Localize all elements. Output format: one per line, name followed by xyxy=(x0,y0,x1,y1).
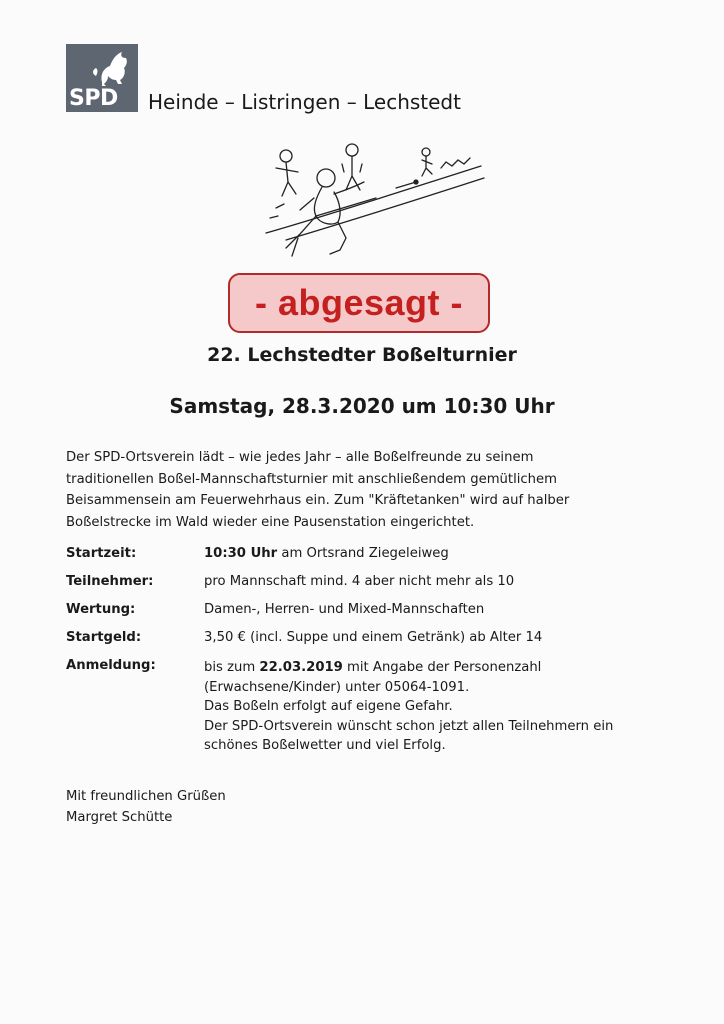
registration-line: schönes Boßelwetter und viel Erfolg. xyxy=(204,738,446,753)
detail-value xyxy=(204,546,449,561)
event-title: 22. Lechstedter Boßelturnier xyxy=(207,344,517,366)
start-time: 10:30 Uhr xyxy=(204,546,278,561)
detail-value: pro Mannschaft mind. 4 aber nicht mehr als 10 xyxy=(204,574,515,589)
closing-greeting: Mit freundlichen Grüßen xyxy=(66,789,226,804)
registration-line: Das Boßeln erfolgt auf eigene Gefahr. xyxy=(204,699,453,714)
detail-value: 3,50 € (incl. Suppe und einem Getränk) ab Alter 14 xyxy=(204,630,543,645)
cancellation-text: - abgesagt - xyxy=(254,282,464,323)
closing-signature-name: Margret Schütte xyxy=(66,810,173,825)
detail-label: Startzeit: xyxy=(66,546,137,561)
detail-label: Anmeldung: xyxy=(66,658,156,673)
header-places: Heinde – Listringen – Lechstedt xyxy=(148,90,461,114)
bosseln-illustration xyxy=(256,138,486,268)
spd-logo-text: SPD xyxy=(69,86,118,111)
registration-deadline: 22.03.2019 xyxy=(259,660,343,675)
intro-line: Boßelstrecke im Wald wieder eine Pausenstation eingerichtet. xyxy=(66,514,475,530)
registration-line: (Erwachsene/Kinder) unter 05064-1091. xyxy=(204,679,470,695)
detail-label: Startgeld: xyxy=(66,630,142,645)
registration-line: Der SPD-Ortsverein wünscht schon jetzt allen Teilnehmern ein xyxy=(204,718,614,734)
start-location: am Ortsrand Ziegeleiweg xyxy=(277,546,449,561)
cancellation-notice xyxy=(228,273,490,333)
detail-value xyxy=(204,658,613,756)
intro-paragraph xyxy=(66,447,656,533)
closing xyxy=(66,786,226,828)
detail-label: Wertung: xyxy=(66,602,136,617)
detail-label: Teilnehmer: xyxy=(66,574,154,589)
intro-line: traditionellen Boßel-Mannschaftsturnier mit anschließendem gemütlichem xyxy=(66,471,557,487)
detail-value: Damen-, Herren- und Mixed-Mannschaften xyxy=(204,602,485,617)
intro-line: Beisammensein am Feuerwehrhaus ein. Zum "Kräftetanken" wird auf halber xyxy=(66,493,570,508)
event-date: Samstag, 28.3.2020 um 10:30 Uhr xyxy=(169,394,555,418)
intro-line: Der SPD-Ortsverein lädt – wie jedes Jahr – alle Boßelfreunde zu seinem xyxy=(66,450,534,465)
registration-line xyxy=(204,658,613,678)
registration-suffix: mit Angabe der Personenzahl xyxy=(342,660,542,675)
registration-prefix: bis zum xyxy=(204,660,260,675)
